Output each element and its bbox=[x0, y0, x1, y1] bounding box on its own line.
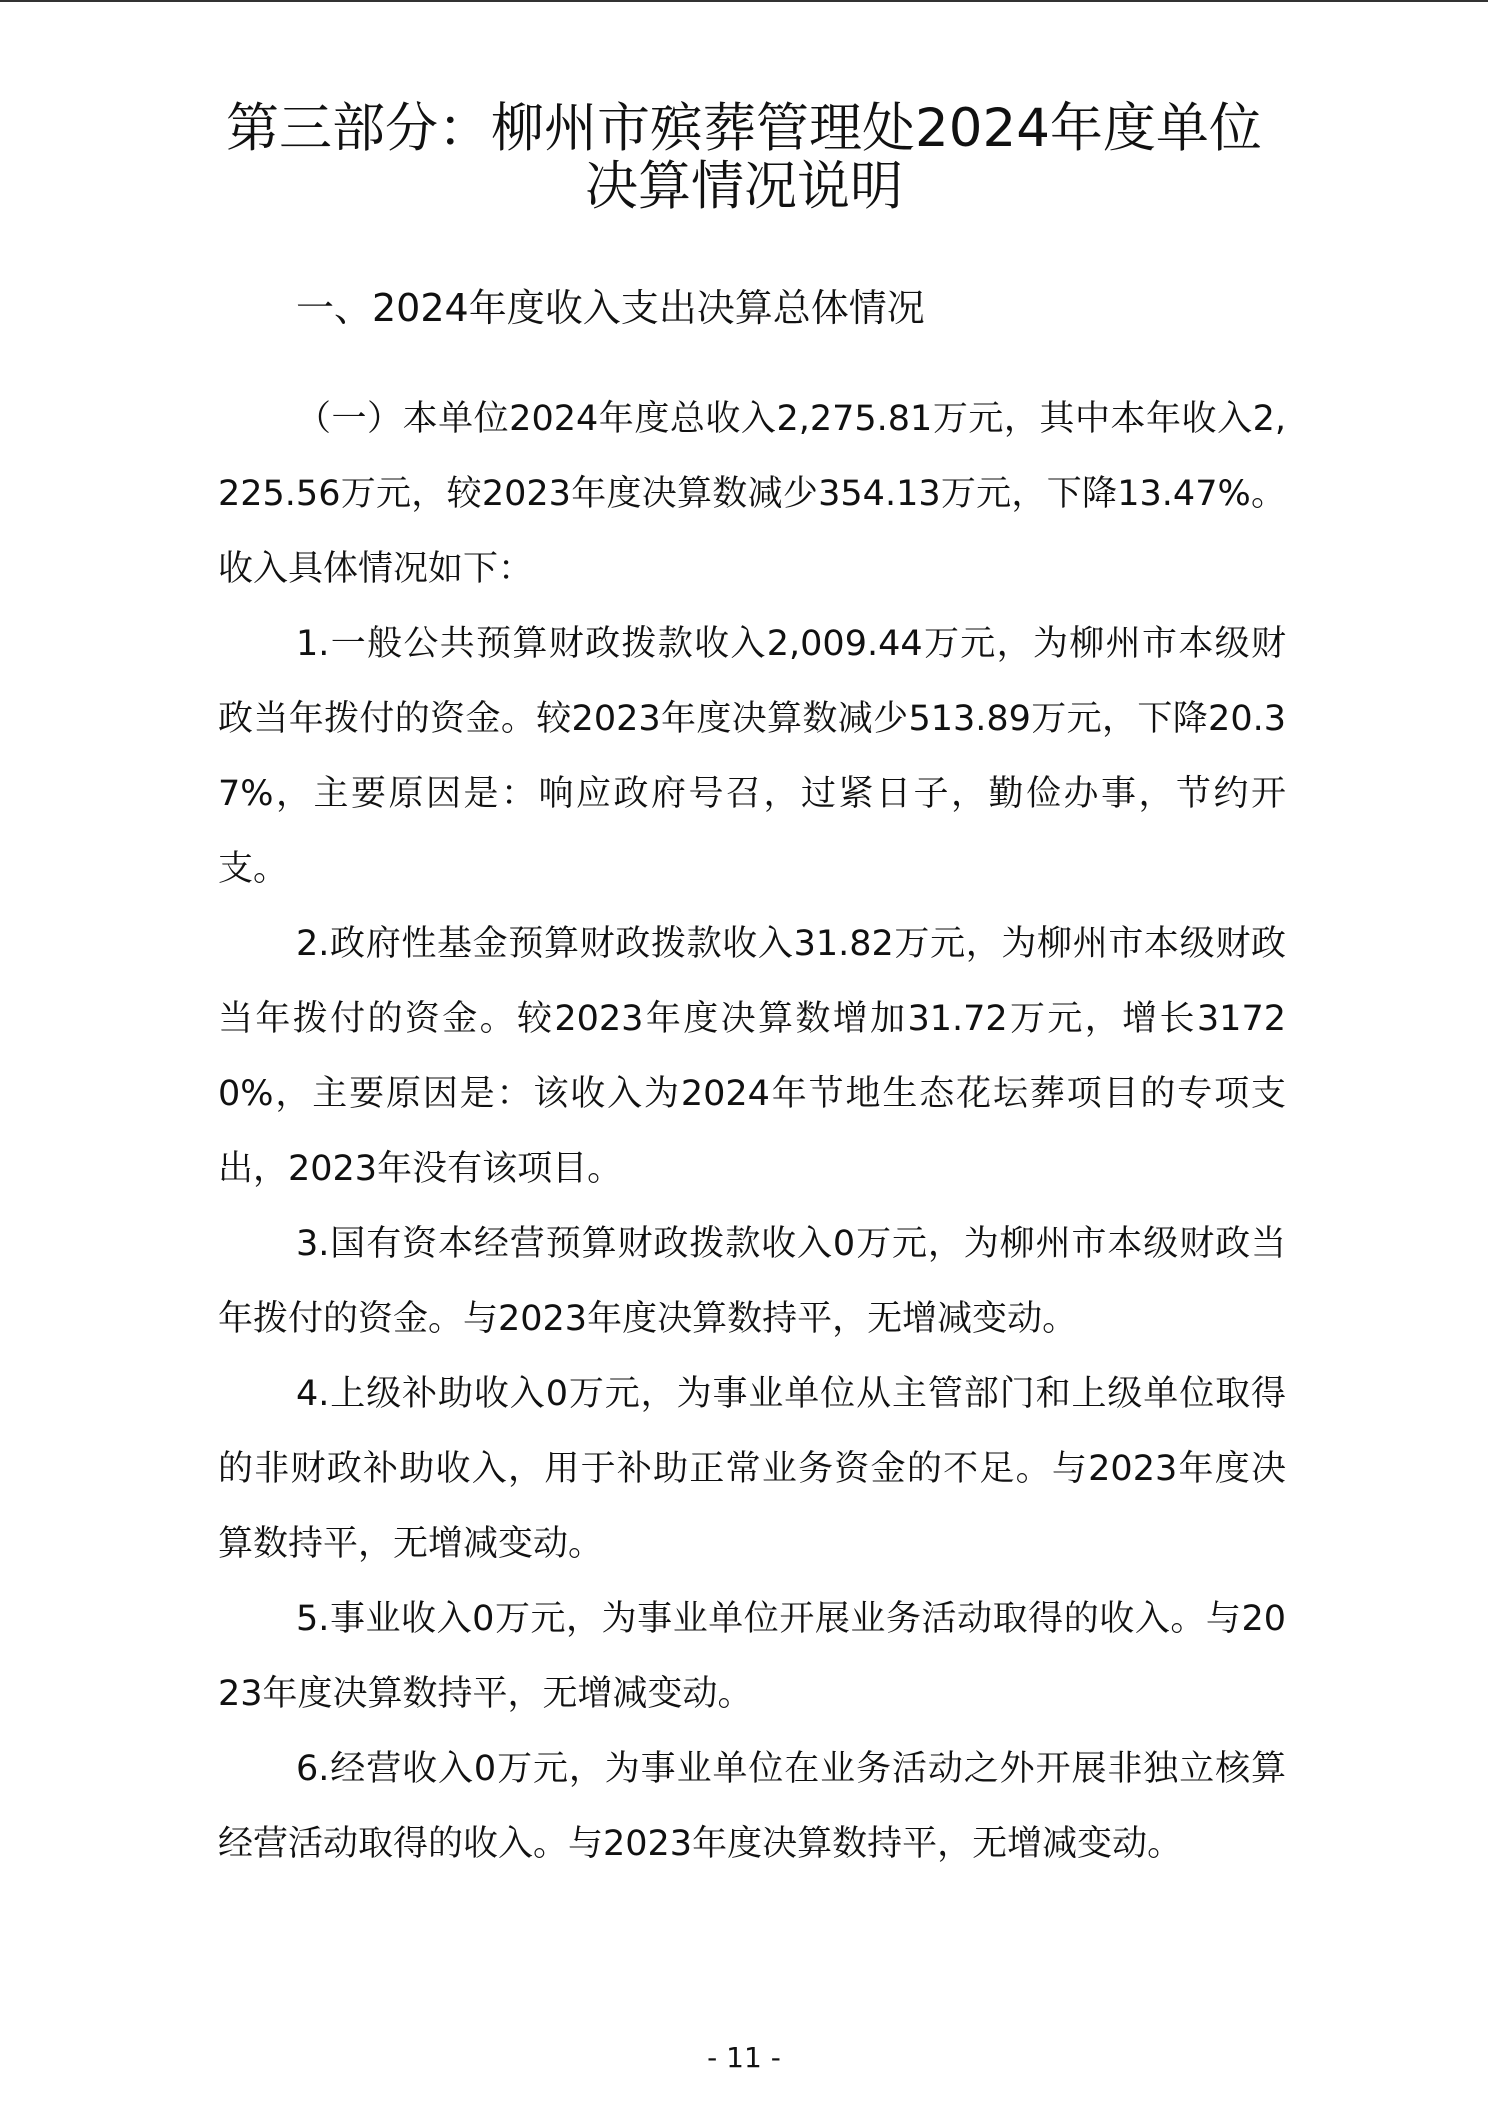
paragraph-general-budget-income: 1.一般公共预算财政拨款收入2,009.44万元，为柳州市本级财政当年拨付的资金。较2023年度决算数减少513.89万元，下降20.37%，主要原因是：响应政府号召，过紧日子，勤俭办事，节约开支。 bbox=[218, 624, 1286, 889]
page-number: - 11 - bbox=[707, 2041, 781, 2074]
section-heading: 一、2024年度收入支出决算总体情况 bbox=[296, 286, 925, 330]
page-title: 第三部分：柳州市殡葬管理处2024年度单位决算情况说明 bbox=[226, 98, 1262, 217]
paragraph-business-income: 5.事业收入0万元，为事业单位开展业务活动取得的收入。与2023年度决算数持平，无增减变动。 bbox=[218, 1599, 1286, 1714]
paragraph-operating-income: 6.经营收入0万元，为事业单位在业务活动之外开展非独立核算经营活动取得的收入。与2023年度决算数持平，无增减变动。 bbox=[218, 1749, 1286, 1864]
paragraph-superior-subsidy-income: 4.上级补助收入0万元，为事业单位从主管部门和上级单位取得的非财政补助收入，用于补助正常业务资金的不足。与2023年度决算数持平，无增减变动。 bbox=[218, 1374, 1286, 1564]
paragraph-total-income: （一）本单位2024年度总收入2,275.81万元，其中本年收入2,225.56万元，较2023年度决算数减少354.13万元，下降13.47%。收入具体情况如下： bbox=[218, 399, 1286, 589]
paragraph-state-capital-income: 3.国有资本经营预算财政拨款收入0万元，为柳州市本级财政当年拨付的资金。与2023年度决算数持平，无增减变动。 bbox=[218, 1224, 1286, 1339]
top-border-line bbox=[0, 0, 1488, 2]
paragraph-government-fund-income: 2.政府性基金预算财政拨款收入31.82万元，为柳州市本级财政当年拨付的资金。较2023年度决算数增加31.72万元，增长31720%，主要原因是：该收入为2024年节地生态花坛葬项目的专项支出，2023年没有该项目。 bbox=[218, 924, 1286, 1189]
